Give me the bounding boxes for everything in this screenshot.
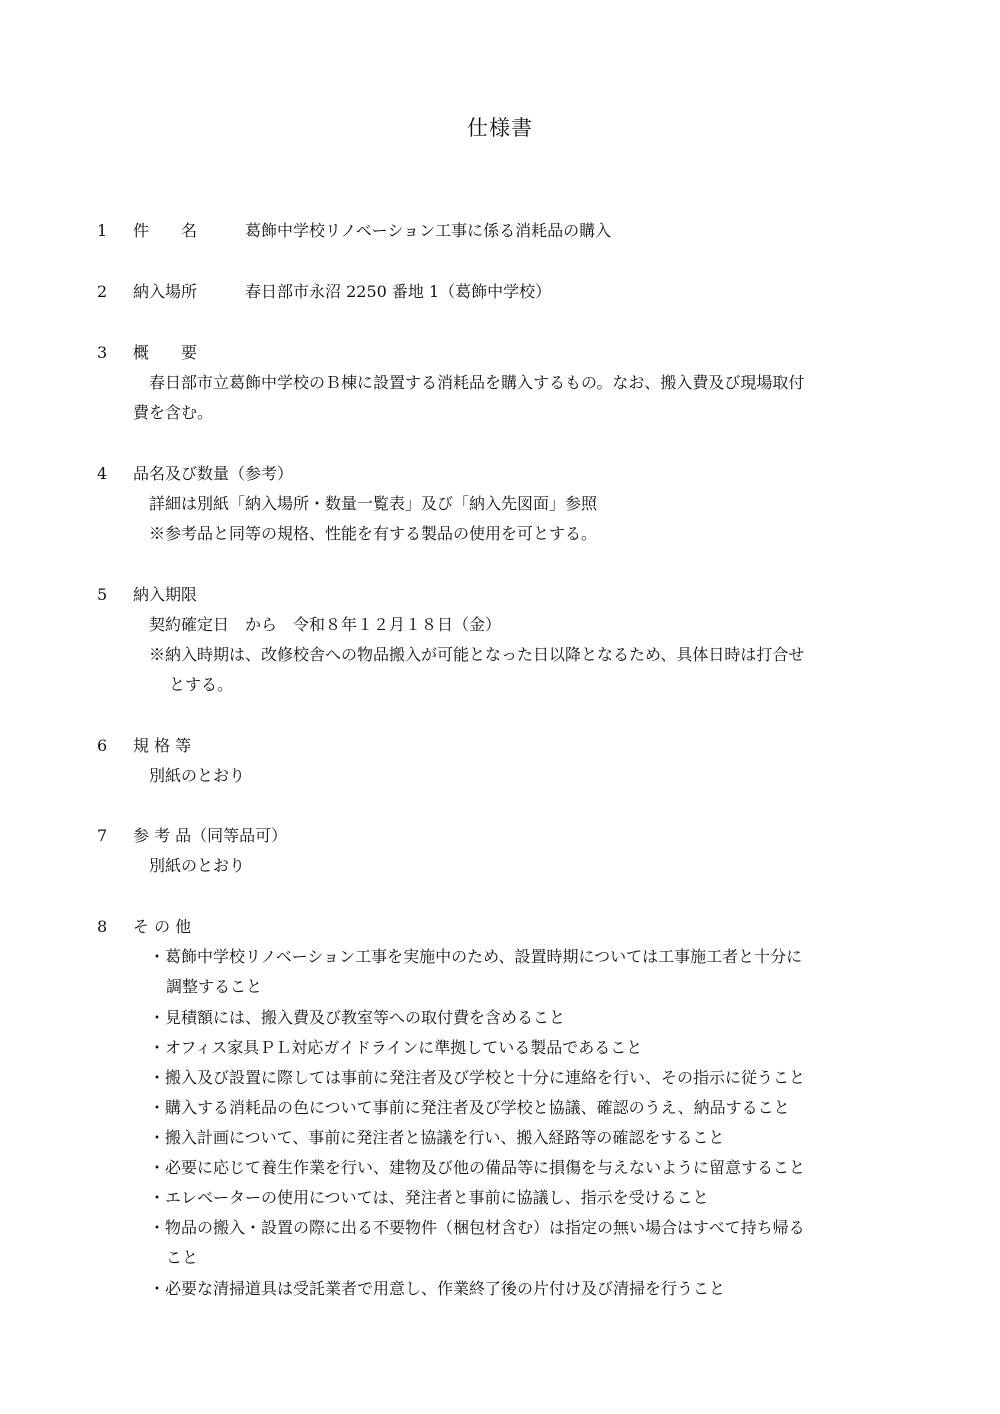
section-text-line: 詳細は別紙「納入場所・数量一覧表」及び「納入先図面」参照 <box>149 494 598 513</box>
bullet-item: ・見積額には、搬入費及び教室等への取付費を含めること <box>149 1008 566 1027</box>
bullet-item: ・購入する消耗品の色について事前に発注者及び学校と協議、確認のうえ、納品すること <box>149 1098 790 1117</box>
section-text-line: 別紙のとおり <box>149 766 246 785</box>
section-heading: 品名及び数量（参考） <box>133 464 294 483</box>
section-heading: 概 要 <box>133 343 198 362</box>
bullet-item-continuation: 調整すること <box>166 977 263 996</box>
delivery-deadline-line: 契約確定日 から 令和８年１２月１８日（金） <box>149 615 502 634</box>
bullet-item: ・搬入計画について、事前に発注者と協議を行い、搬入経路等の確認をすること <box>149 1128 725 1147</box>
bullet-item: ・搬入及び設置に際しては事前に発注者及び学校と十分に連絡を行い、その指示に従うこと <box>149 1068 806 1087</box>
section-number: 2 <box>97 282 108 301</box>
section-note-continuation: とする。 <box>169 675 234 694</box>
section-number: 4 <box>97 464 108 483</box>
bullet-item: ・必要な清掃道具は受託業者で用意し、作業終了後の片付け及び清掃を行うこと <box>149 1279 726 1298</box>
section-text-line: 費を含む。 <box>133 403 214 422</box>
bullet-item: ・必要に応じて養生作業を行い、建物及び他の備品等に損傷を与えないように留意すること <box>149 1158 806 1177</box>
section-value: 春日部市永沼 2250 番地 1（葛飾中学校） <box>245 282 552 301</box>
section-note-line: ※参考品と同等の規格、性能を有する製品の使用を可とする。 <box>149 524 598 543</box>
document-title: 仕様書 <box>467 116 533 140</box>
section-text-line: 別紙のとおり <box>149 856 246 875</box>
bullet-item: ・物品の搬入・設置の際に出る不要物件（梱包材含む）は指定の無い場合はすべて持ち帰る <box>149 1218 805 1237</box>
bullet-item-continuation: こと <box>166 1248 199 1267</box>
bullet-item: ・エレベーターの使用については、発注者と事前に協議し、指示を受けること <box>149 1188 709 1207</box>
section-number: 3 <box>97 343 108 362</box>
section-number: 6 <box>97 736 108 755</box>
section-number: 5 <box>97 585 108 604</box>
section-heading: 納入場所 <box>133 282 198 301</box>
section-number: 7 <box>97 826 108 845</box>
section-text-line: 春日部市立葛飾中学校のＢ棟に設置する消耗品を購入するもの。なお、搬入費及び現場取付 <box>149 373 805 392</box>
section-heading: 納入期限 <box>133 585 198 604</box>
section-heading: 件 名 <box>133 221 198 240</box>
bullet-item: ・葛飾中学校リノベーション工事を実施中のため、設置時期については工事施工者と十分に <box>149 947 803 966</box>
section-number: 8 <box>97 917 108 936</box>
section-number: 1 <box>97 221 108 240</box>
section-value: 葛飾中学校リノベーション工事に係る消耗品の購入 <box>245 221 612 240</box>
section-heading: そ の 他 <box>133 917 192 936</box>
section-heading: 規 格 等 <box>133 736 192 755</box>
bullet-item: ・オフィス家具ＰＬ対応ガイドラインに準拠している製品であること <box>149 1038 643 1057</box>
section-heading: 参 考 品（同等品可） <box>133 826 288 845</box>
section-note-line: ※納入時期は、改修校舎への物品搬入が可能となった日以降となるため、具体日時は打合せ <box>149 645 805 664</box>
